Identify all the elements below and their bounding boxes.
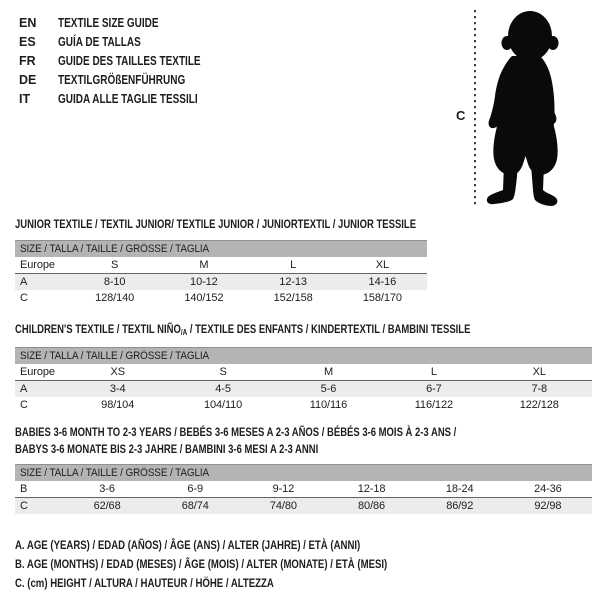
table-row [15,364,592,381]
size-table-children [15,347,592,413]
table-cell: 158/170 [362,292,402,304]
language-row [19,51,236,70]
language-title: TEXTILGRÖßENFÜHRUNG [58,72,186,87]
language-row [19,13,236,32]
table-cell: 3-4 [65,381,170,398]
table-cell: 9-12 [239,481,327,498]
row-label: B [15,481,63,498]
table-cell: 14-16 [338,274,427,291]
language-title: GUIDE DES TAILLES TEXTILE [58,53,201,68]
language-row [19,32,236,51]
table-cell: XL [487,364,592,381]
language-code: DE [19,72,37,87]
table-row [15,381,592,398]
row-label: C [20,399,28,411]
row-label: A [15,381,65,398]
row-label: Europe [15,257,70,274]
table-header-row [15,465,592,482]
table-cell: 140/152 [184,292,224,304]
table-cell: 5-6 [276,381,381,398]
toddler-silhouette-svg [452,8,586,210]
table-cell: M [276,364,381,381]
table-cell: 128/140 [95,292,135,304]
table-cell: L [381,364,486,381]
language-code: ES [19,34,36,49]
language-code: EN [19,15,37,30]
table-cell: 62/68 [63,498,151,515]
title-text: CHILDREN'S TEXTILE / TEXTIL NIÑO [15,322,181,336]
table-cell: L [249,257,338,274]
footnotes [15,536,480,593]
table-cell: 18-24 [416,481,504,498]
title-line-1: BABIES 3-6 MONTH TO 2-3 YEARS / BEBÉS 3-6 MESES A 2-3 AÑOS / BÉBÉS 3-6 MOIS À 2-3 ANS / [15,425,457,439]
row-label: Europe [15,364,65,381]
table-cell: 68/74 [151,498,239,515]
table-row [15,274,427,291]
table-cell: 6-9 [151,481,239,498]
section-title-junior: JUNIOR TEXTILE / TEXTIL JUNIOR/ TEXTILE JUNIOR / JUNIORTEXTIL / JUNIOR TESSILE [15,217,417,231]
row-label: A [15,274,70,291]
table-header [15,241,427,258]
language-code: IT [19,91,31,106]
table-cell: 86/92 [416,498,504,515]
language-row [19,89,236,108]
table-row [15,481,592,498]
table-cell: 7-8 [487,381,592,398]
language-title: GUIDA ALLE TAGLIE TESSILI [58,91,198,106]
table-cell: S [170,364,275,381]
table-header [15,348,592,365]
language-title: GUÍA DE TALLAS [58,34,141,49]
language-title: TEXTILE SIZE GUIDE [58,15,159,30]
table-cell: 24-36 [504,481,592,498]
table-cell: 12-13 [249,274,338,291]
table-cell: 98/104 [101,399,135,411]
table-cell: 152/158 [273,292,313,304]
language-row [19,70,236,89]
table-header-row [15,348,592,365]
toddler-silhouette [487,11,559,206]
row-label: C [15,498,63,515]
size-table-junior [15,240,427,306]
table-cell: 110/116 [309,399,348,411]
table-cell: 116/122 [414,399,453,411]
table-cell: 4-5 [170,381,275,398]
height-measure-label: C [456,108,466,123]
table-cell: 122/128 [519,399,559,411]
section-title-children [15,322,470,340]
title-text: / TEXTILE DES ENFANTS / KINDERTEXTIL / BAMBINI TESSILE [187,322,471,336]
table-row [15,498,592,515]
table-cell: 80/86 [327,498,415,515]
table-row [15,290,427,306]
table-cell: 74/80 [239,498,327,515]
table-header-label: SIZE / TALLA / TAILLE / GRÖSSE / TAGLIA [20,243,210,255]
size-table-babies [15,464,592,514]
table-row [15,397,592,413]
table-cell: S [70,257,159,274]
footnote-c: C. (cm) HEIGHT / ALTURA / HAUTEUR / HÖHE / ALTEZZA [15,576,274,590]
table-cell: XL [338,257,427,274]
toddler-figure [452,8,586,210]
table-cell: 3-6 [63,481,151,498]
table-header-row [15,241,427,258]
table-header-label: SIZE / TALLA / TAILLE / GRÖSSE / TAGLIA [20,467,210,479]
language-code: FR [19,53,36,68]
table-cell: 12-18 [327,481,415,498]
table-cell: 6-7 [381,381,486,398]
table-header-label: SIZE / TALLA / TAILLE / GRÖSSE / TAGLIA [20,350,210,362]
language-title-list [19,13,236,108]
table-header [15,465,592,482]
table-cell: 92/98 [504,498,592,515]
table-cell: XS [65,364,170,381]
table-cell: M [159,257,248,274]
table-row [15,257,427,274]
table-cell: 10-12 [159,274,248,291]
title-line-2: BABYS 3-6 MONATE BIS 2-3 JAHRE / BAMBINI 3-6 MESI A 2-3 ANNI [15,442,319,456]
footnote-a: A. AGE (YEARS) / EDAD (AÑOS) / ÂGE (ANS) / ALTER (JAHRE) / ETÀ (ANNI) [15,538,361,552]
table-cell: 104/110 [203,399,243,411]
row-label: C [20,292,28,304]
section-title-babies [15,424,456,458]
footnote-b: B. AGE (MONTHS) / EDAD (MESES) / ÂGE (MOIS) / ALTER (MONATE) / ETÀ (MESI) [15,557,388,571]
title-subscript: /A [180,328,188,337]
table-cell: 8-10 [70,274,159,291]
